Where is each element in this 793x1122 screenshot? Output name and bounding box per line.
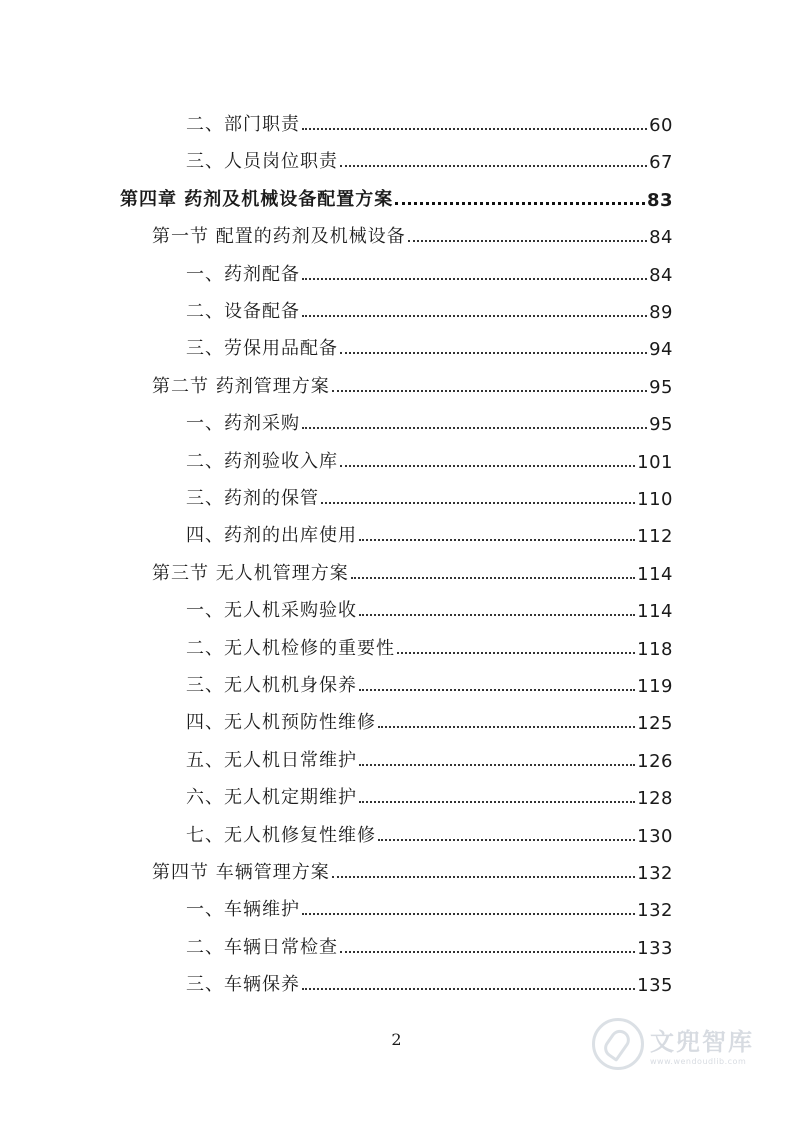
page-number: 2 [391,1030,402,1049]
toc-entry-page: 114 [637,601,673,623]
toc-entry-label: 三、药剂的保管 [186,488,319,509]
watermark-title: 文兜智库 [650,1028,754,1056]
toc-subsection-entry[interactable] [186,137,673,173]
toc-entry-page: 110 [637,489,673,510]
toc-chapter-entry[interactable] [120,175,673,211]
toc-entry-label: 第四章 药剂及机械设备配置方案 [120,188,394,210]
toc-subsection-entry[interactable] [186,474,673,510]
toc-leader-dots [378,726,635,728]
toc-leader-dots [359,689,635,691]
toc-leader-dots [302,128,647,130]
toc-entry-label: 二、设备配备 [186,301,300,322]
toc-entry-label: 三、车辆保养 [186,974,300,996]
toc-entry-page: 84 [649,227,673,249]
toc-entry-page: 133 [637,937,673,959]
toc-entry-page: 60 [649,115,673,136]
toc-entry-page: 112 [637,526,673,548]
toc-subsection-entry[interactable] [186,885,673,921]
toc-leader-dots [359,801,635,803]
toc-leader-dots [302,427,647,429]
toc-section-entry[interactable] [152,212,673,248]
toc-entry-label: 五、无人机日常维护 [186,749,357,771]
toc-entry-label: 三、劳保用品配备 [186,338,338,360]
toc-entry-label: 四、药剂的出库使用 [186,525,357,547]
toc-entry-label: 第三节 无人机管理方案 [152,562,349,584]
watermark [592,1018,754,1070]
toc-subsection-entry[interactable] [186,586,673,622]
toc-entry-page: 132 [637,863,673,884]
toc-leader-dots [332,876,635,878]
toc-subsection-entry[interactable] [186,923,673,959]
toc-entry-page: 114 [637,563,673,585]
toc-section-entry[interactable] [152,362,673,398]
toc-leader-dots [378,839,635,841]
toc-entry-label: 三、人员岗位职责 [186,151,338,173]
toc-entry-page: 83 [646,189,673,211]
toc-entry-page: 125 [637,713,673,735]
toc-entry-page: 95 [649,376,673,398]
toc-leader-dots [340,352,647,354]
toc-subsection-entry[interactable] [186,437,673,473]
toc-subsection-entry[interactable] [186,324,673,360]
toc-entry-label: 二、部门职责 [186,114,300,135]
toc-entry-page: 94 [649,339,673,361]
toc-subsection-entry[interactable] [186,698,673,734]
toc-entry-label: 六、无人机定期维护 [186,787,357,809]
toc-subsection-entry[interactable] [186,736,673,772]
toc-entry-label: 二、车辆日常检查 [186,936,338,958]
toc-entry-label: 二、药剂验收入库 [186,450,338,472]
toc-leader-dots [302,988,635,990]
toc-entry-label: 一、车辆维护 [186,899,300,921]
toc-entry-page: 84 [649,264,673,286]
toc-subsection-entry[interactable] [186,661,673,697]
toc-subsection-entry[interactable] [186,773,673,809]
toc-leader-dots [302,913,635,915]
toc-entry-label: 七、无人机修复性维修 [186,824,376,846]
toc-entry-label: 一、无人机采购验收 [186,600,357,622]
toc-entry-page: 126 [637,750,673,772]
toc-leader-dots [332,390,647,392]
toc-entry-label: 一、药剂配备 [186,263,300,285]
toc-entry-label: 第二节 药剂管理方案 [152,375,330,397]
toc-subsection-entry[interactable] [186,399,673,435]
toc-leader-dots [359,614,635,616]
toc-leader-dots [340,465,635,467]
toc-entry-label: 第一节 配置的药剂及机械设备 [152,226,406,248]
toc-section-entry[interactable] [152,549,673,585]
toc-leader-dots [351,577,635,579]
toc-subsection-entry[interactable] [186,287,673,323]
toc-leader-dots [408,240,647,242]
toc-leader-dots [397,652,635,654]
toc-leader-dots [302,315,647,317]
toc-subsection-entry[interactable] [186,960,673,996]
toc-entry-page: 135 [637,975,673,997]
toc-leader-dots [395,202,645,205]
toc-entry-page: 101 [637,451,673,473]
toc-entry-page: 118 [637,638,673,660]
toc-entry-label: 三、无人机机身保养 [186,675,357,696]
watermark-text [650,1022,754,1066]
toc-entry-page: 132 [637,900,673,922]
toc-subsection-entry[interactable] [186,624,673,660]
toc-subsection-entry[interactable] [186,100,673,136]
toc-leader-dots [321,502,635,504]
toc-leader-dots [359,764,635,766]
toc-entry-label: 二、无人机检修的重要性 [186,637,395,659]
watermark-url: www.wendoudlib.com [650,1057,747,1066]
toc-entry-page: 95 [649,414,673,436]
toc-subsection-entry[interactable] [186,511,673,547]
toc-section-entry[interactable] [152,848,673,884]
toc-entry-label: 一、药剂采购 [186,413,300,435]
toc-entry-page: 67 [649,152,673,174]
toc-entry-page: 130 [637,825,673,847]
toc-leader-dots [340,165,647,167]
toc-leader-dots [302,278,647,280]
toc-entry-page: 89 [649,302,673,323]
toc-leader-dots [359,539,635,541]
toc-entry-label: 第四节 车辆管理方案 [152,862,330,883]
toc-entry-label: 四、无人机预防性维修 [186,712,376,734]
toc-subsection-entry[interactable] [186,811,673,847]
toc-entry-page: 128 [637,788,673,810]
toc-entry-page: 119 [637,676,673,697]
toc-subsection-entry[interactable] [186,250,673,286]
watermark-logo-icon [592,1018,644,1070]
toc-leader-dots [340,951,635,953]
